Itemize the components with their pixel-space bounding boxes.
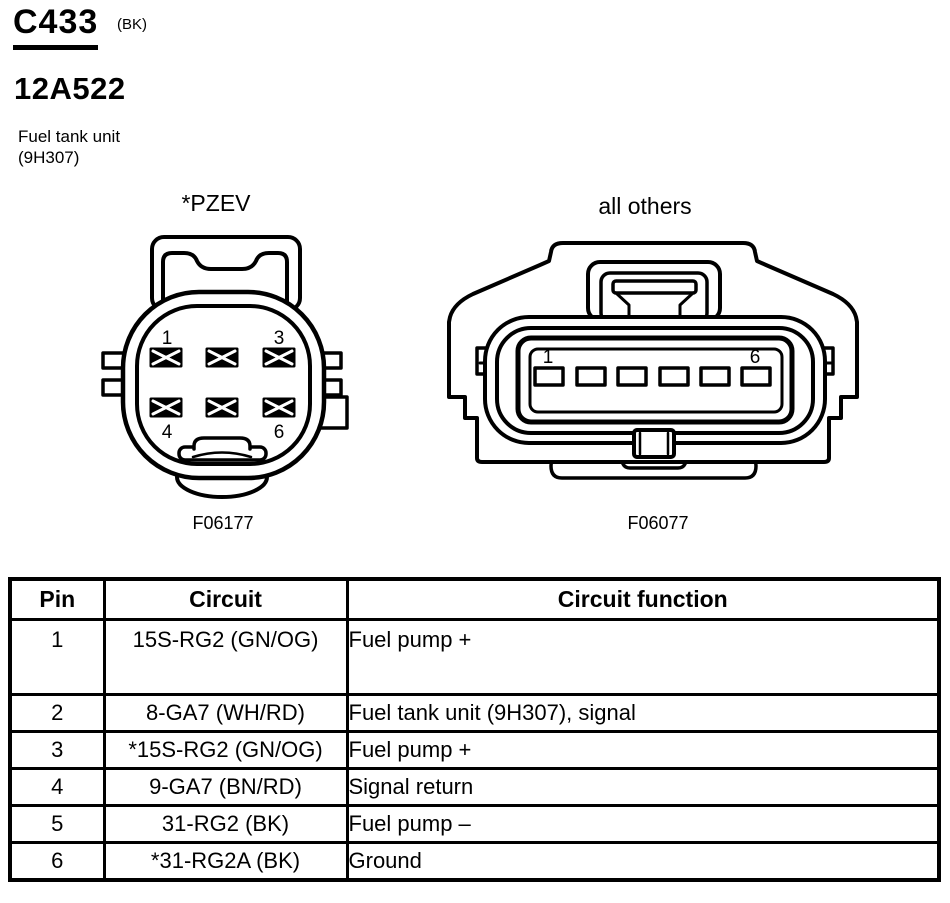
- pin-cavity: [151, 349, 181, 366]
- all-others-variant-label: all others: [598, 193, 692, 219]
- component-description: [18, 126, 120, 168]
- others-figure-id: F06077: [627, 513, 689, 533]
- table-row: [10, 620, 939, 695]
- pzev-terminal-row-top: [151, 349, 294, 366]
- circuit-cell: *15S-RG2 (GN/OG): [104, 732, 347, 769]
- pin-cavity: [264, 349, 294, 366]
- table-row: [10, 732, 939, 769]
- pin-cavity: [151, 399, 181, 416]
- pzev-figure-id: F06177: [192, 513, 254, 533]
- pzev-pin-number: 3: [273, 328, 285, 349]
- all-others-connector-drawing: [449, 193, 857, 533]
- others-pin-number: 1: [542, 347, 554, 368]
- pin-table-header-function: Circuit function: [347, 579, 939, 620]
- pin-cell: 4: [10, 769, 104, 806]
- connector-face-diagrams: [0, 178, 950, 550]
- pin-cell: 2: [10, 695, 104, 732]
- connector-id-title: C433: [13, 3, 99, 41]
- connector-color-code: (BK): [117, 16, 147, 33]
- circuit-cell: *31-RG2A (BK): [104, 843, 347, 881]
- function-cell: Fuel tank unit (9H307), signal: [347, 695, 939, 732]
- pzev-connector-drawing: [103, 190, 347, 533]
- pin-cell: 1: [10, 620, 104, 695]
- pzev-pin-number: 6: [273, 422, 285, 443]
- pin-slot: [535, 368, 563, 385]
- pin-table: [8, 577, 941, 882]
- pin-slot: [660, 368, 688, 385]
- pin-slot: [701, 368, 729, 385]
- table-row: [10, 695, 939, 732]
- pin-cavity: [207, 399, 237, 416]
- function-cell: Signal return: [347, 769, 939, 806]
- pin-slot: [742, 368, 770, 385]
- pin-cell: 6: [10, 843, 104, 881]
- pin-cell: 3: [10, 732, 104, 769]
- pin-cavity: [207, 349, 237, 366]
- table-row: [10, 806, 939, 843]
- function-cell: Fuel pump +: [347, 620, 939, 695]
- table-row: [10, 769, 939, 806]
- others-latch-bar: [613, 281, 696, 293]
- pzev-key-bump: [194, 438, 250, 449]
- others-key-tab: [634, 430, 674, 457]
- component-name: Fuel tank unit: [18, 127, 121, 146]
- connector-id-underline: [13, 45, 98, 50]
- pin-slot: [577, 368, 605, 385]
- table-row: [10, 843, 939, 881]
- pzev-pin-number: 4: [161, 422, 173, 443]
- others-pin-number: 6: [749, 347, 761, 368]
- pin-cavity: [264, 399, 294, 416]
- pzev-terminal-row-bottom: [151, 399, 294, 416]
- pin-table-header-row: [10, 579, 939, 620]
- pin-slot: [618, 368, 646, 385]
- function-cell: Fuel pump –: [347, 806, 939, 843]
- pin-table-header-pin: Pin: [10, 579, 104, 620]
- circuit-cell: 31-RG2 (BK): [104, 806, 347, 843]
- circuit-cell: 8-GA7 (WH/RD): [104, 695, 347, 732]
- function-cell: Ground: [347, 843, 939, 881]
- function-cell: Fuel pump +: [347, 732, 939, 769]
- component-code: (9H307): [18, 148, 80, 167]
- part-number: 12A522: [14, 71, 126, 106]
- pin-cell: 5: [10, 806, 104, 843]
- pzev-variant-label: *PZEV: [181, 190, 251, 216]
- circuit-cell: 15S-RG2 (GN/OG): [104, 620, 347, 695]
- pin-table-header-circuit: Circuit: [104, 579, 347, 620]
- circuit-cell: 9-GA7 (BN/RD): [104, 769, 347, 806]
- pzev-pin-number: 1: [161, 328, 173, 349]
